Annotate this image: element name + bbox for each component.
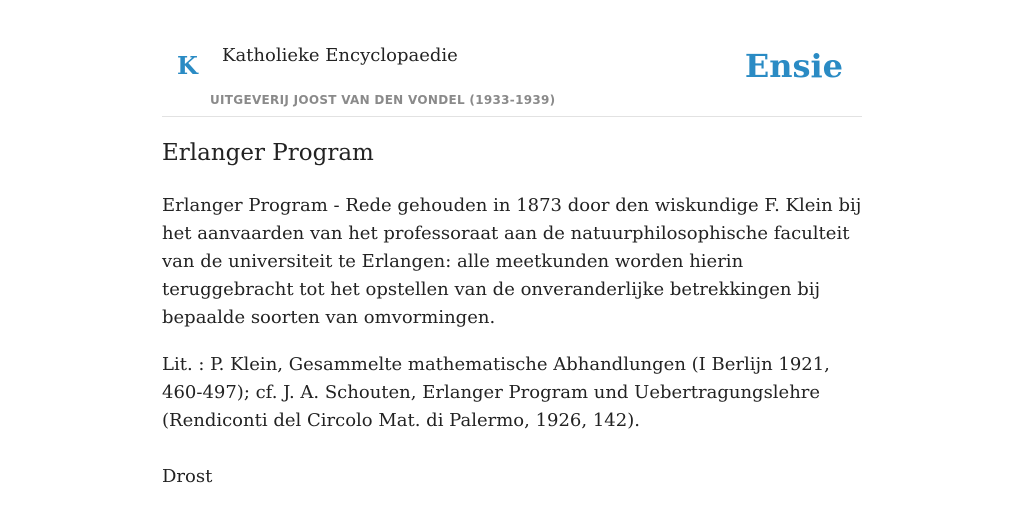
site-title-link[interactable]: Katholieke Encyclopaedie	[222, 45, 458, 66]
article-title: Erlanger Program	[162, 140, 374, 166]
site-header	[162, 0, 862, 117]
publisher-label: UITGEVERIJ JOOST VAN DEN VONDEL (1933-1939)	[210, 93, 556, 107]
article-body: Erlanger Program - Rede gehouden in 1873 door den wiskundige F. Klein bij het aanvaarden van het professoraat aan de natuurphilosophische faculteit van de universiteit te Erlangen: alle meetkunden worden hierin teruggebracht tot het opstellen van de onveranderlijke betrekkingen bij bepaalde soorten van omvormingen.	[162, 195, 862, 328]
encyclopedia-logo[interactable]: K	[177, 51, 198, 80]
article	[162, 136, 862, 491]
article-literature: Lit. : P. Klein, Gesammelte mathematische Abhandlungen (I Berlijn 1921, 460-497); cf. J. A. Schouten, Erlanger Program und Uebertragungslehre (Rendiconti del Circolo Mat. di Palermo, 1926, 142).	[162, 354, 830, 431]
article-author: Drost	[162, 466, 213, 487]
ensie-logo-link[interactable]: Ensie	[744, 47, 843, 85]
